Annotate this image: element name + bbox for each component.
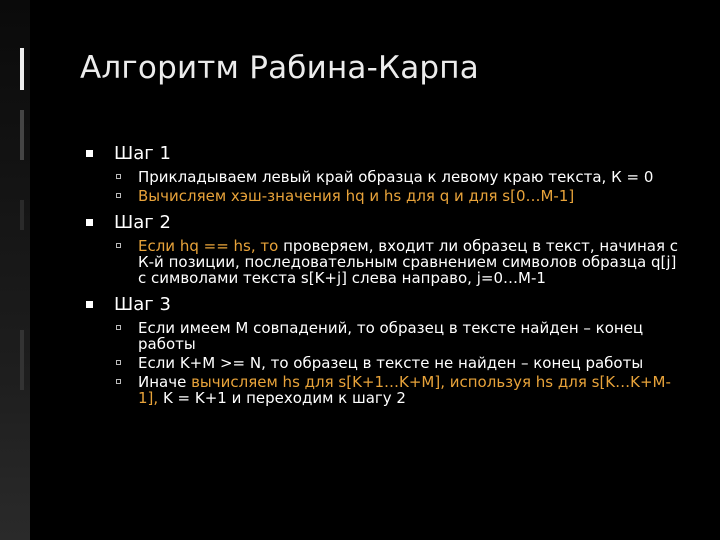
slide-content xyxy=(85,143,685,414)
list-item xyxy=(85,188,685,204)
step-3 xyxy=(85,294,685,316)
step-label: Шаг 2 xyxy=(114,212,171,233)
hollow-square-bullet-icon xyxy=(116,360,121,365)
item-text-highlighted: вычисляем hs для s[K+1…K+M], используя hs для s[K…K+M-1], xyxy=(138,373,671,407)
item-text: Если K+M >= N, то образец в тексте не найден – конец работы xyxy=(138,354,644,372)
left-decorative-band xyxy=(0,0,30,540)
item-text: проверяем, входит ли образец в текст, начиная с К-й позиции, последовательным сравнением символов образца q[j] с символами текста s[K+j] слева направо, j=0…M-1 xyxy=(138,237,679,287)
list-item xyxy=(85,169,685,185)
item-text: Иначе xyxy=(138,373,192,391)
hollow-square-bullet-icon xyxy=(116,243,121,248)
hollow-square-bullet-icon xyxy=(116,174,121,179)
step-label: Шаг 1 xyxy=(114,143,171,164)
list-item xyxy=(85,374,685,406)
item-text-highlighted: Если hq == hs, то xyxy=(138,237,279,255)
item-text-highlighted: Вычисляем хэш-значения hq и hs для q и для s[0…M-1] xyxy=(138,187,575,205)
list-item xyxy=(85,238,685,286)
slide-title: Алгоритм Рабина-Карпа xyxy=(80,50,479,86)
item-text: Прикладываем левый край образца к левому краю текста, К = 0 xyxy=(138,168,654,186)
left-decorative-stripe xyxy=(20,200,24,230)
left-decorative-stripe xyxy=(20,330,24,390)
hollow-square-bullet-icon xyxy=(116,325,121,330)
hollow-square-bullet-icon xyxy=(116,379,121,384)
item-text: K = K+1 и переходим к шагу 2 xyxy=(158,389,406,407)
item-text: Если имеем М совпадений, то образец в тексте найден – конец работы xyxy=(138,319,644,353)
step-3-items xyxy=(85,320,685,406)
step-2-items xyxy=(85,238,685,286)
step-label: Шаг 3 xyxy=(114,294,171,315)
list-item xyxy=(85,355,685,371)
step-2 xyxy=(85,212,685,234)
square-bullet-icon xyxy=(86,301,93,308)
square-bullet-icon xyxy=(86,150,93,157)
left-decorative-stripe xyxy=(20,110,24,160)
hollow-square-bullet-icon xyxy=(116,193,121,198)
step-1-items xyxy=(85,169,685,204)
step-1 xyxy=(85,143,685,165)
list-item xyxy=(85,320,685,352)
square-bullet-icon xyxy=(86,219,93,226)
left-decorative-stripe xyxy=(20,48,24,90)
